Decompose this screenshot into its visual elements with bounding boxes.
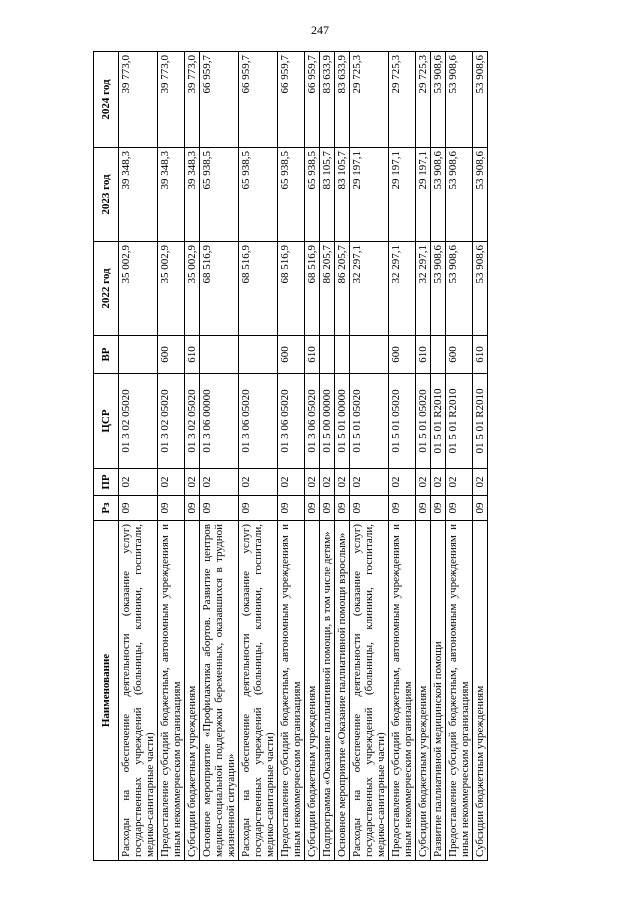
- table-row: [119, 52, 158, 861]
- cell-csr: 01 3 02 05020: [185, 374, 200, 469]
- cell-2023: 53 908,6: [431, 148, 446, 242]
- cell-rz: 09: [305, 496, 320, 521]
- header-vr: ВР: [94, 336, 119, 374]
- cell-rz: 09: [416, 496, 431, 521]
- cell-2023: 65 938,5: [200, 148, 239, 242]
- cell-vr: 600: [158, 336, 185, 374]
- cell-2023: 83 105,7: [335, 148, 350, 242]
- cell-2024: 29 725,3: [416, 52, 431, 148]
- cell-2023: 65 938,5: [305, 148, 320, 242]
- cell-rz: 09: [239, 496, 278, 521]
- cell-rz: 09: [473, 496, 488, 521]
- cell-name: Расходы на обеспечение деятельности (оказание услуг) государственных учреждений (больницы, клиники, госпитали, медико-санитарные части): [239, 521, 278, 861]
- cell-pr: 02: [119, 469, 158, 496]
- cell-2023: 53 908,6: [446, 148, 473, 242]
- cell-2023: 29 197,1: [389, 148, 416, 242]
- cell-2024: 83 633,9: [335, 52, 350, 148]
- table-row: [200, 52, 239, 861]
- cell-name: Субсидии бюджетным учреждениям: [185, 521, 200, 861]
- table-row: [185, 52, 200, 861]
- table-row: [389, 52, 416, 861]
- cell-csr: 01 5 00 00000: [320, 374, 335, 469]
- cell-name: Основное мероприятие «Профилактика абортов. Развитие центров медико-социальной поддержки беременных, оказавшихся в трудной жизненной ситуации»: [200, 521, 239, 861]
- cell-pr: 02: [185, 469, 200, 496]
- cell-vr: 600: [278, 336, 305, 374]
- table-row: [473, 52, 488, 861]
- cell-pr: 02: [200, 469, 239, 496]
- cell-csr: 01 5 01 05020: [416, 374, 431, 469]
- cell-2023: 53 908,6: [473, 148, 488, 242]
- cell-2022: 32 297,1: [350, 242, 389, 336]
- cell-2023: 83 105,7: [320, 148, 335, 242]
- table-row: [416, 52, 431, 861]
- cell-vr: [239, 336, 278, 374]
- cell-csr: 01 5 01 00000: [335, 374, 350, 469]
- cell-2024: 53 908,6: [473, 52, 488, 148]
- header-csr: ЦСР: [94, 374, 119, 469]
- table-body: [119, 52, 488, 861]
- cell-pr: 02: [158, 469, 185, 496]
- table-row: [446, 52, 473, 861]
- cell-vr: 600: [389, 336, 416, 374]
- header-2024: 2024 год: [94, 52, 119, 148]
- cell-csr: 01 5 01 R2010: [473, 374, 488, 469]
- table-row: [320, 52, 335, 861]
- cell-2023: 39 348,3: [119, 148, 158, 242]
- header-pr: ПР: [94, 469, 119, 496]
- cell-2023: 29 197,1: [350, 148, 389, 242]
- cell-rz: 09: [119, 496, 158, 521]
- cell-name: Субсидии бюджетным учреждениям: [416, 521, 431, 861]
- cell-vr: [350, 336, 389, 374]
- header-2022: 2022 год: [94, 242, 119, 336]
- cell-2024: 53 908,6: [446, 52, 473, 148]
- cell-2022: 68 516,9: [278, 242, 305, 336]
- cell-2022: 53 908,6: [446, 242, 473, 336]
- cell-2024: 53 908,6: [431, 52, 446, 148]
- cell-csr: 01 5 01 R2010: [431, 374, 446, 469]
- cell-name: Подпрограмма «Оказание паллиативной помощи, в том числе детям»: [320, 521, 335, 861]
- cell-2022: 53 908,6: [473, 242, 488, 336]
- cell-csr: 01 5 01 R2010: [446, 374, 473, 469]
- table-row: [305, 52, 320, 861]
- cell-vr: 610: [416, 336, 431, 374]
- cell-name: Расходы на обеспечение деятельности (оказание услуг) государственных учреждений (больницы, клиники, госпитали, медико-санитарные части): [350, 521, 389, 861]
- cell-rz: 09: [350, 496, 389, 521]
- rotated-table-area: [93, 52, 589, 861]
- cell-2024: 66 959,7: [200, 52, 239, 148]
- budget-table: [93, 51, 488, 861]
- cell-2022: 68 516,9: [200, 242, 239, 336]
- table-row: [431, 52, 446, 861]
- cell-2024: 39 773,0: [119, 52, 158, 148]
- cell-2024: 83 633,9: [320, 52, 335, 148]
- table-container: [93, 52, 589, 861]
- table-row: [350, 52, 389, 861]
- cell-name: Расходы на обеспечение деятельности (оказание услуг) государственных учреждений (больницы, клиники, госпитали, медико-санитарные части): [119, 521, 158, 861]
- cell-vr: [335, 336, 350, 374]
- cell-2022: 86 205,7: [335, 242, 350, 336]
- cell-pr: 02: [239, 469, 278, 496]
- cell-csr: 01 3 06 05020: [239, 374, 278, 469]
- header-name: Наименование: [94, 521, 119, 861]
- cell-name: Предоставление субсидий бюджетным, автономным учреждениям и иным некоммерческим организациям: [278, 521, 305, 861]
- cell-pr: 02: [335, 469, 350, 496]
- cell-csr: 01 3 06 05020: [278, 374, 305, 469]
- cell-vr: 610: [185, 336, 200, 374]
- cell-pr: 02: [320, 469, 335, 496]
- cell-rz: 09: [158, 496, 185, 521]
- cell-2023: 65 938,5: [239, 148, 278, 242]
- cell-2024: 66 959,7: [278, 52, 305, 148]
- cell-name: Субсидии бюджетным учреждениям: [473, 521, 488, 861]
- cell-2022: 68 516,9: [239, 242, 278, 336]
- cell-2022: 53 908,6: [431, 242, 446, 336]
- table-row: [158, 52, 185, 861]
- cell-2024: 39 773,0: [185, 52, 200, 148]
- cell-2023: 39 348,3: [158, 148, 185, 242]
- cell-2022: 86 205,7: [320, 242, 335, 336]
- cell-2022: 32 297,1: [389, 242, 416, 336]
- header-2023: 2023 год: [94, 148, 119, 242]
- table-row: [335, 52, 350, 861]
- cell-vr: 600: [446, 336, 473, 374]
- cell-vr: 610: [305, 336, 320, 374]
- cell-2023: 39 348,3: [185, 148, 200, 242]
- table-header-row: [94, 52, 119, 861]
- cell-2024: 66 959,7: [239, 52, 278, 148]
- cell-2022: 32 297,1: [416, 242, 431, 336]
- cell-csr: 01 5 01 05020: [389, 374, 416, 469]
- cell-csr: 01 3 02 05020: [119, 374, 158, 469]
- cell-2024: 29 725,3: [350, 52, 389, 148]
- cell-rz: 09: [431, 496, 446, 521]
- cell-2022: 35 002,9: [185, 242, 200, 336]
- cell-2022: 68 516,9: [305, 242, 320, 336]
- cell-rz: 09: [200, 496, 239, 521]
- header-rz: Рз: [94, 496, 119, 521]
- cell-vr: [200, 336, 239, 374]
- cell-vr: [320, 336, 335, 374]
- cell-rz: 09: [335, 496, 350, 521]
- cell-name: Субсидии бюджетным учреждениям: [305, 521, 320, 861]
- cell-2023: 65 938,5: [278, 148, 305, 242]
- cell-2022: 35 002,9: [119, 242, 158, 336]
- cell-2022: 35 002,9: [158, 242, 185, 336]
- cell-csr: 01 5 01 05020: [350, 374, 389, 469]
- cell-vr: 610: [473, 336, 488, 374]
- cell-vr: [431, 336, 446, 374]
- cell-rz: 09: [389, 496, 416, 521]
- cell-pr: 02: [278, 469, 305, 496]
- cell-2023: 29 197,1: [416, 148, 431, 242]
- table-row: [239, 52, 278, 861]
- cell-pr: 02: [473, 469, 488, 496]
- table-row: [278, 52, 305, 861]
- cell-csr: 01 3 06 05020: [305, 374, 320, 469]
- cell-rz: 09: [320, 496, 335, 521]
- cell-csr: 01 3 06 00000: [200, 374, 239, 469]
- cell-name: Предоставление субсидий бюджетным, автономным учреждениям и иным некоммерческим организациям: [158, 521, 185, 861]
- cell-rz: 09: [185, 496, 200, 521]
- cell-pr: 02: [446, 469, 473, 496]
- cell-vr: [119, 336, 158, 374]
- cell-csr: 01 3 02 05020: [158, 374, 185, 469]
- cell-rz: 09: [446, 496, 473, 521]
- cell-name: Предоставление субсидий бюджетным, автономным учреждениям и иным некоммерческим организациям: [389, 521, 416, 861]
- cell-name: Развитие паллиативной медицинской помощи: [431, 521, 446, 861]
- cell-rz: 09: [278, 496, 305, 521]
- cell-name: Основное мероприятие «Оказание паллиативной помощи взрослым»: [335, 521, 350, 861]
- cell-pr: 02: [305, 469, 320, 496]
- cell-name: Предоставление субсидий бюджетным, автономным учреждениям и иным некоммерческим организациям: [446, 521, 473, 861]
- cell-pr: 02: [389, 469, 416, 496]
- cell-2024: 66 959,7: [305, 52, 320, 148]
- cell-2024: 39 773,0: [158, 52, 185, 148]
- cell-pr: 02: [350, 469, 389, 496]
- page-number: 247: [311, 23, 329, 37]
- cell-pr: 02: [416, 469, 431, 496]
- cell-pr: 02: [431, 469, 446, 496]
- cell-2024: 29 725,3: [389, 52, 416, 148]
